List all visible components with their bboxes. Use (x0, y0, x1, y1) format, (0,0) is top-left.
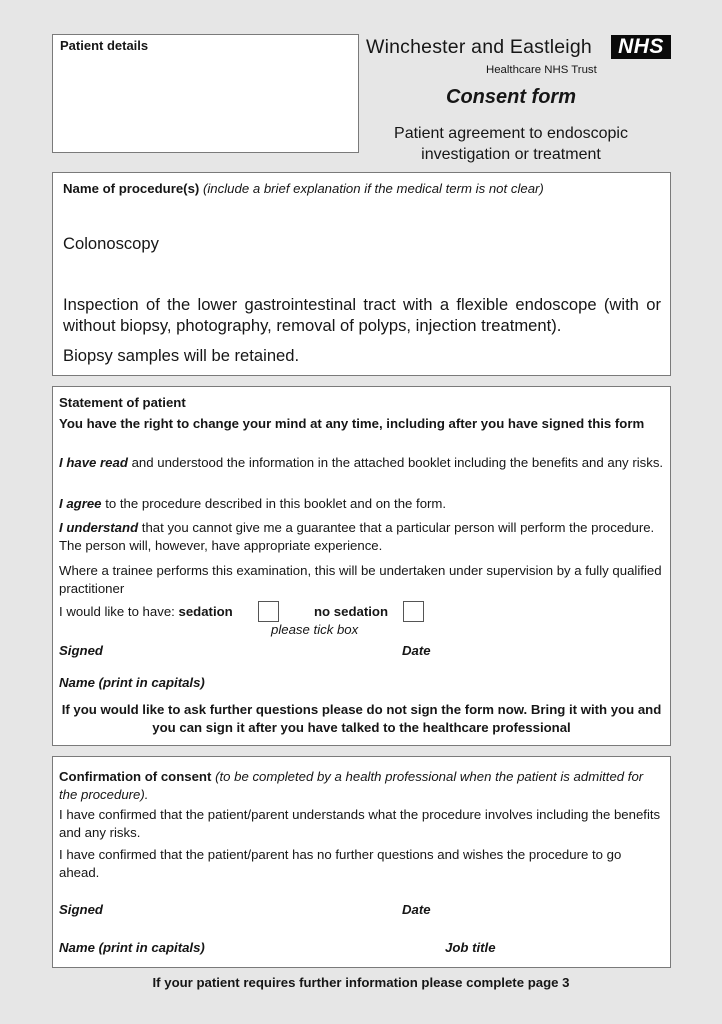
agree-rest: to the procedure described in this booklet and on the form. (101, 496, 447, 511)
patient-signature-field[interactable] (123, 637, 383, 659)
footer-note: If your patient requires further information please complete page 3 (152, 975, 570, 990)
no-sedation-label: no sedation (314, 604, 388, 619)
read-statement (59, 454, 665, 472)
tick-hint: please tick box (271, 622, 359, 637)
professional-signed-label: Signed (59, 902, 103, 917)
understand-statement (59, 519, 665, 555)
confirmation-heading-note: (to be completed by a health professional when the patient is admitted for the procedure). (59, 769, 644, 802)
procedure-name: Colonoscopy (63, 234, 159, 253)
professional-date-label: Date (402, 902, 431, 917)
agree-statement (59, 495, 665, 513)
form-title: Consent form (446, 86, 576, 108)
sedation-checkbox[interactable] (258, 601, 279, 622)
professional-name-field[interactable] (228, 934, 438, 956)
confirmation-para-1: I have confirmed that the patient/parent understands what the procedure involves including the benefits and any risks. (59, 807, 661, 840)
patient-details-label: Patient details (60, 38, 149, 53)
statement-heading: Statement of patient (59, 395, 186, 410)
trust-subtitle: Healthcare NHS Trust (486, 64, 597, 76)
statement-of-patient-section (52, 386, 671, 746)
understand-rest: that you cannot give me a guarantee that a particular person will perform the procedure. The person will, however, have appropriate experience. (59, 520, 655, 553)
sedation-prefix: I would like to have: (59, 604, 179, 619)
biopsy-note: Biopsy samples will be retained. (63, 346, 300, 365)
job-title-label: Job title (445, 940, 496, 955)
read-rest: and understood the information in the attached booklet including the benefits and any risks. (127, 455, 664, 470)
professional-signature-field[interactable] (123, 896, 383, 918)
form-subtitle: Patient agreement to endoscopic investigation or treatment (394, 125, 628, 163)
procedure-description: Inspection of the lower gastrointestinal tract with a flexible endoscope (with or without biopsy, photography, removal of polyps, injection treatment). (63, 295, 661, 335)
confirmation-para-2: I have confirmed that the patient/parent has no further questions and wishes the procedure to go ahead. (59, 847, 622, 880)
agree-lead: I agree (59, 496, 102, 511)
professional-date-field[interactable] (443, 896, 663, 918)
confirmation-heading-row (59, 768, 665, 804)
procedure-label-note: (include a brief explanation if the medical term is not clear) (202, 181, 544, 196)
patient-date-label: Date (402, 643, 431, 658)
sedation-row (59, 603, 233, 621)
nhs-logo: NHS (611, 35, 671, 59)
job-title-field[interactable] (511, 934, 663, 956)
patient-name-field[interactable] (228, 669, 658, 691)
patient-signed-label: Signed (59, 643, 103, 658)
trust-name: Winchester and Eastleigh (366, 36, 592, 58)
further-questions-notice: If you would like to ask further questions please do not sign the form now. Bring it with you and you can sign it after you have talked to the healthcare professional (61, 702, 662, 735)
confirmation-heading: Confirmation of consent (59, 769, 212, 784)
procedure-heading (63, 180, 663, 198)
patient-name-label: Name (print in capitals) (59, 675, 205, 690)
understand-lead: I understand (59, 520, 139, 535)
confirmation-of-consent-section (52, 756, 671, 968)
procedure-label: Name of procedure(s) (63, 181, 200, 196)
patient-date-field[interactable] (443, 637, 663, 659)
sedation-label: sedation (178, 604, 233, 619)
right-to-change-text: You have the right to change your mind at any time, including after you have signed this form (59, 416, 645, 431)
procedure-section (52, 172, 671, 376)
professional-name-label: Name (print in capitals) (59, 940, 205, 955)
patient-details-box[interactable] (52, 34, 359, 153)
trainee-statement: Where a trainee performs this examination, this will be undertaken under supervision by a fully qualified practitioner (59, 563, 662, 596)
no-sedation-checkbox[interactable] (403, 601, 424, 622)
read-lead: I have read (59, 455, 128, 470)
